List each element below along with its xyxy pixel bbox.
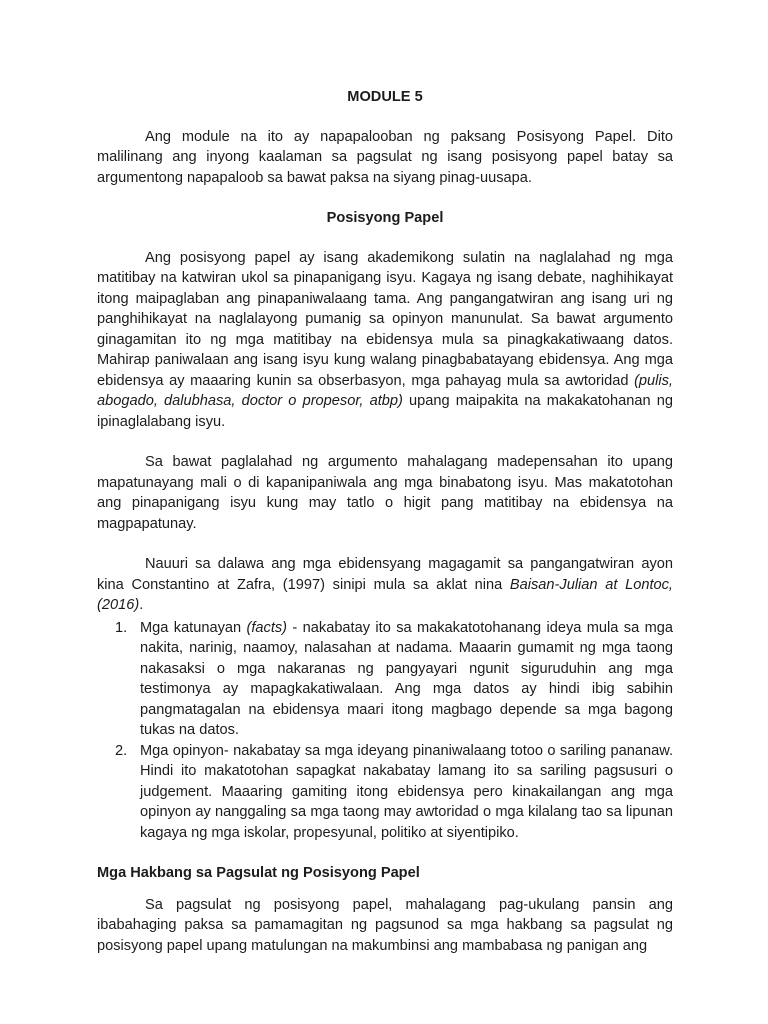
list-item-text: Mga katunayan: [140, 619, 247, 636]
definition-text-end: upang maipakita na makakatohanan ng ipinaglalabang isyu.: [97, 393, 673, 430]
evidence-types-paragraph: [97, 554, 673, 616]
list-number: 1.: [115, 619, 128, 636]
list-item-text-end: - nakabatay ito sa makakatotohanang ideya mula sa mga nakita, narinig, naamoy, nalasahan at nadama. Maaarin gumamit ng mga taong nakasaksi o mga nakaranas ng pangyayari ngunit siguruduhin ang mga testimonya ay mapagkakatiwalaan. Ang mga datos ay hindi ibig sabihin pangmatagalan na ebidensya maari itong magbago depende sa mga bagong tukas na datos.: [140, 619, 673, 738]
section-title: Posisyong Papel: [326, 210, 444, 226]
argument-paragraph: Sa bawat paglalahad ng argumento mahalagang madepensahan ito upang mapatunayang mali o di kapanipaniwala ang mga binabatong isyu. Mas makatotohan ang pinapanigang isyu kung may tatlo o higit pang matitibay na ebidensya na magpapatunay.: [97, 454, 673, 532]
list-item: [97, 618, 673, 741]
authority-examples: (pulis, abogado, dalubhasa, doctor o propesor, atbp): [97, 372, 673, 409]
intro-paragraph: Ang module na ito ay napapalooban ng paksang Posisyong Papel. Dito malilinang ang inyong kaalaman sa pagsulat ng isang posisyong papel batay sa argumentong napapaloob sa bawat paksa na siyang pinag-uusapa.: [97, 128, 673, 186]
list-item: [97, 741, 673, 844]
evidence-types-text: Nauuri sa dalawa ang mga ebidensyang magagamit sa pangangatwiran ayon kina Constantino at Zafra, (1997) sinipi mula sa aklat nina: [97, 556, 673, 593]
steps-heading: Mga Hakbang sa Pagsulat ng Posisyong Papel: [97, 865, 420, 881]
list-number: 2.: [115, 742, 128, 759]
list-item-italic: (facts): [246, 619, 288, 636]
citation: Baisan-Julian at Lontoc, (2016): [97, 576, 673, 613]
definition-text: Ang posisyong papel ay isang akademikong sulatin na naglalahad ng mga matitibay na katwiran ukol sa pinapanigang isyu. Kagaya ng isang debate, naghihikayat itong maipaglaban ang pinapaniwalaang tama. Ang pangangatwiran ang isang uri ng panghihikayat na naglalayong pumanig sa opinyon manunulat. Sa bawat argumento ginagamitan ito ng mga matitibay na ebidensya mula sa pinagkakatiwaang datos. Mahirap paniwalaan ang isang isyu kung walang pinagbabatayang ebidensya. Ang mga ebidensya ay maaaring kunin sa obserbasyon, mga pahayag mula sa awtoridad: [97, 249, 673, 389]
steps-paragraph: Sa pagsulat ng posisyong papel, mahalagang pag-ukulang pansin ang ibabahaging paksa sa pamamagitan ng pagsunod sa mga hakbang sa pagsulat ng posisyong papel upang matulungan na makumbinsi ang mambabasa ng panigan ang: [97, 896, 673, 954]
module-title: MODULE 5: [347, 89, 423, 105]
evidence-list: [97, 618, 673, 844]
definition-paragraph: [97, 248, 673, 433]
list-item-text: Mga opinyon- nakabatay sa mga ideyang pinaniwalaang totoo o sariling pananaw. Hindi ito makatotohan sapagkat nakabatay lamang ito sa sariling pagsusuri o judgement. Maaaring gamiting itong ebidensya pero kinakailangan ang mga opinyon ay nanggaling sa mga taong may awtoridad o mga kilalang tao sa lipunan kagaya ng mga iskolar, propesyunal, politiko at siyentipiko.: [140, 742, 673, 841]
evidence-types-end: .: [139, 597, 144, 613]
